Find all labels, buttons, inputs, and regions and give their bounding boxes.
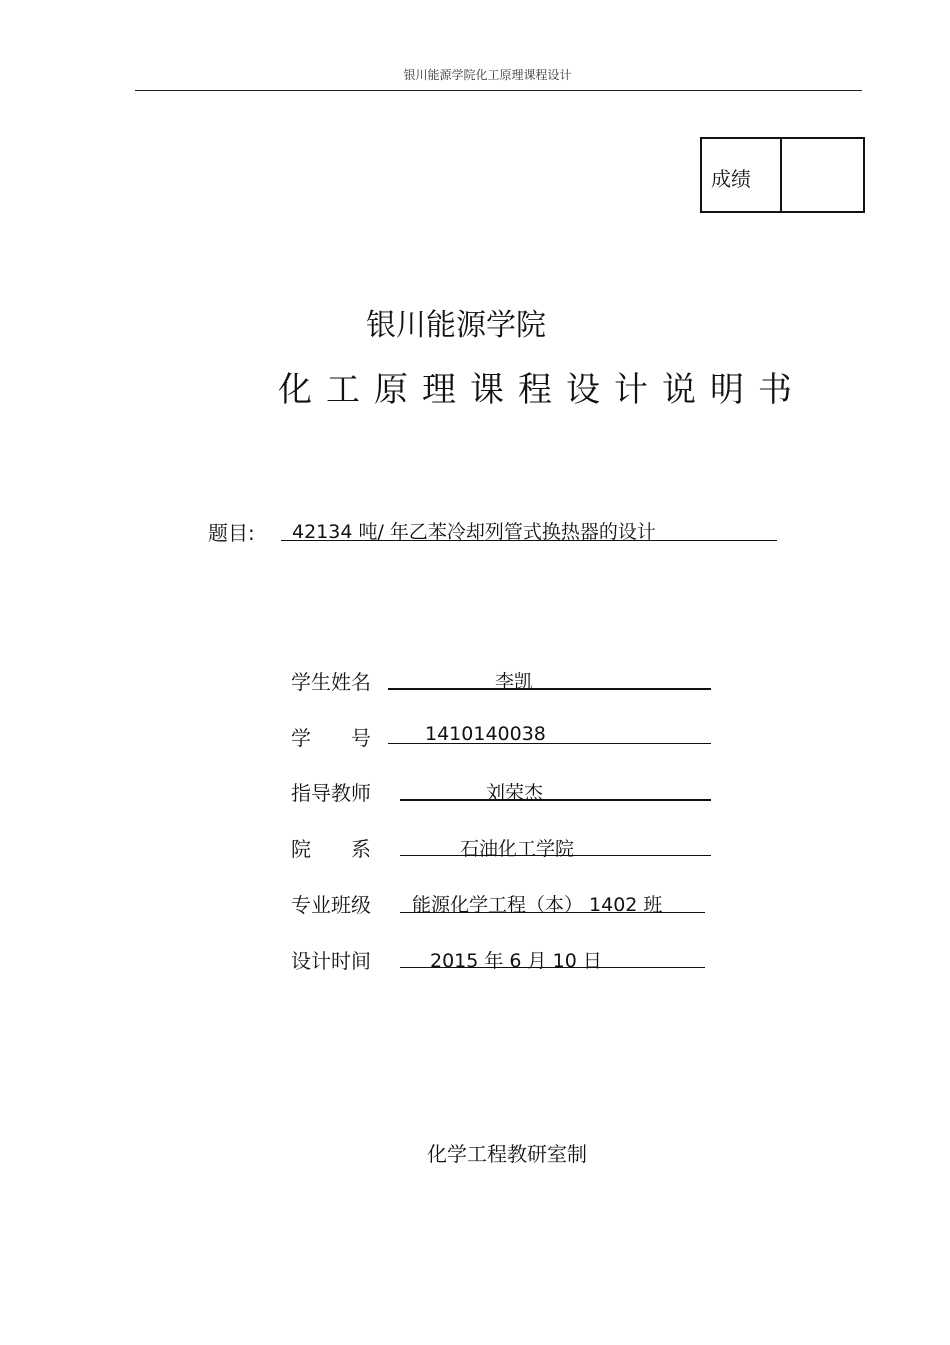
producer-line: 化学工程教研室制 <box>427 1142 587 1166</box>
header-rule <box>135 90 862 91</box>
topic-value: 42134 吨/ 年乙苯冷却列管式换热器的设计 <box>292 521 656 543</box>
department-label: 院 系 <box>291 837 371 861</box>
running-header: 银川能源学院化工原理课程设计 <box>403 68 572 82</box>
advisor-value: 刘荣杰 <box>486 782 544 804</box>
student-name-value: 李凯 <box>495 671 534 693</box>
design-date-value: 2015 年 6 月 10 日 <box>430 950 602 972</box>
student-name-label: 学生姓名 <box>291 670 371 694</box>
score-box-divider <box>780 139 782 211</box>
major-class-underline <box>400 912 705 913</box>
student-id-underline <box>388 743 711 744</box>
score-label: 成绩 <box>711 167 751 191</box>
score-box <box>700 137 865 213</box>
major-class-value: 能源化学工程（本） 1402 班 <box>412 894 663 916</box>
topic-label: 题目: <box>208 521 255 545</box>
school-name: 银川能源学院 <box>366 308 546 343</box>
design-date-underline <box>400 967 705 968</box>
department-value: 石油化工学院 <box>460 838 575 860</box>
department-underline <box>400 855 711 856</box>
student-id-value: 1410140038 <box>425 723 546 745</box>
advisor-underline <box>400 799 711 801</box>
major-class-label: 专业班级 <box>291 893 371 917</box>
document-title: 化工原理课程设计说明书 <box>278 370 806 410</box>
design-date-label: 设计时间 <box>291 949 371 973</box>
advisor-label: 指导教师 <box>291 781 371 805</box>
student-name-underline <box>388 688 711 690</box>
topic-underline <box>281 540 777 541</box>
student-id-label: 学 号 <box>291 726 371 750</box>
